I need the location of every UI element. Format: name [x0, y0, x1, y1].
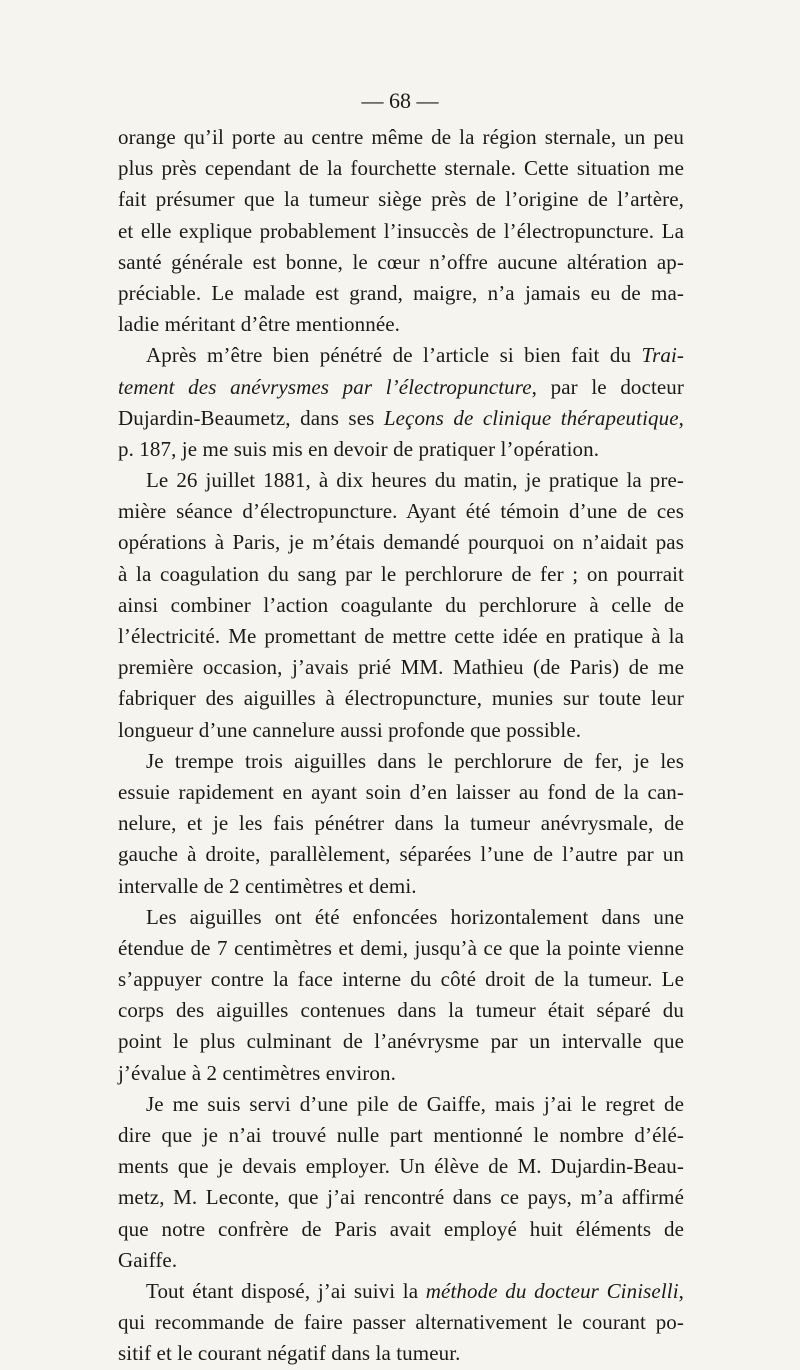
italic-text: tement des anévrysmes par l’électropuncture — [118, 374, 532, 399]
text-segment: fait présumer que la tumeur siège près de l’origine de l’artère, — [118, 187, 684, 212]
page-number: — 68 — — [361, 88, 439, 113]
text-segment: ainsi combiner l’action coagulante du perchlorure à celle de — [118, 592, 684, 617]
text-segment: Gaiffe. — [118, 1247, 178, 1272]
text-segment: nelure, et je les fais pénétrer dans la tumeur anévrysmale, de — [118, 811, 684, 836]
text-segment: sitif et le courant négatif dans la tumeur. — [118, 1341, 461, 1366]
text-segment: Dujardin-Beaumetz, dans ses — [118, 405, 384, 430]
text-segment: , par le docteur — [531, 374, 684, 399]
text-segment: dire que je n’ai trouvé nulle part mentionné le nombre d’élé- — [118, 1123, 684, 1147]
text-line — [118, 839, 684, 870]
text-line — [118, 247, 684, 278]
text-line — [118, 1276, 684, 1307]
text-segment: metz, M. Leconte, que j’ai rencontré dans ce pays, m’a affirmé — [118, 1185, 684, 1210]
text-line — [118, 746, 684, 777]
text-line — [118, 1089, 684, 1120]
text-segment: Tout étant disposé, j’ai suivi la — [146, 1278, 426, 1303]
text-segment: Le 26 juillet 1881, à dix heures du matin, je pratique la pre- — [146, 468, 684, 493]
text-line — [118, 309, 684, 340]
text-line — [118, 683, 684, 714]
text-line — [118, 434, 684, 465]
text-line — [118, 403, 684, 434]
text-line — [118, 1307, 684, 1338]
text-line — [118, 652, 684, 683]
text-line — [118, 1214, 684, 1245]
italic-text: Trai- — [641, 343, 684, 368]
text-segment: p. 187, je me suis mis en devoir de pratiquer l’opération. — [118, 436, 600, 461]
text-segment: santé générale est bonne, le cœur n’offre aucune altération ap- — [118, 249, 684, 274]
text-line — [118, 808, 684, 839]
text-line — [118, 216, 684, 247]
text-line — [118, 559, 684, 590]
text-line — [118, 372, 684, 403]
text-segment: Je me suis servi d’une pile de Gaiffe, mais j’ai le regret de — [146, 1091, 684, 1116]
text-segment: l’électricité. Me promettant de mettre cette idée en pratique à la — [118, 624, 684, 648]
body-text — [118, 122, 684, 1370]
text-segment: j’évalue à 2 centimètres environ. — [118, 1060, 396, 1085]
text-line — [118, 1338, 684, 1369]
text-line — [118, 465, 684, 496]
text-segment: préciable. Le malade est grand, maigre, n’a jamais eu de ma- — [118, 280, 684, 305]
text-line — [118, 902, 684, 933]
text-segment: corps des aiguilles contenues dans la tumeur était séparé du — [118, 998, 684, 1023]
text-line — [118, 871, 684, 902]
text-segment: point le plus culminant de l’anévrysme par un intervalle que — [118, 1029, 684, 1054]
text-segment: à la coagulation du sang par le perchlorure de fer ; on pourrait — [118, 561, 684, 586]
text-segment: étendue de 7 centimètres et demi, jusqu’à ce que la pointe vienne — [118, 935, 684, 960]
text-line — [118, 278, 684, 309]
text-segment: plus près cependant de la fourchette sternale. Cette situation me — [118, 156, 684, 181]
text-segment: Les aiguilles ont été enfoncées horizontalement dans une — [146, 904, 684, 929]
text-segment: qui recommande de faire passer alternativement le courant po- — [118, 1310, 684, 1335]
text-segment: intervalle de 2 centimètres et demi. — [118, 873, 417, 898]
text-line — [118, 496, 684, 527]
text-line — [118, 1120, 684, 1151]
text-segment: première occasion, j’avais prié MM. Mathieu (de Paris) de me — [118, 655, 684, 680]
text-line — [118, 1058, 684, 1089]
text-segment: Après m’être bien pénétré de l’article si bien fait du — [146, 343, 642, 368]
text-line — [118, 715, 684, 746]
text-segment: gauche à droite, parallèlement, séparées l’une de l’autre par un — [118, 842, 684, 867]
text-line — [118, 122, 684, 153]
text-line — [118, 621, 684, 652]
text-line — [118, 777, 684, 808]
text-segment: ladie méritant d’être mentionnée. — [118, 312, 401, 337]
text-segment: s’appuyer contre la face interne du côté droit de la tumeur. Le — [118, 967, 684, 992]
text-line — [118, 1245, 684, 1276]
italic-text: Leçons de clinique thérapeutique — [383, 405, 679, 430]
text-line — [118, 1182, 684, 1213]
text-line — [118, 964, 684, 995]
text-line — [118, 184, 684, 215]
text-segment: longueur d’une cannelure aussi profonde que possible. — [118, 717, 582, 742]
text-segment: opérations à Paris, je m’étais demandé pourquoi on n’aidait pas — [118, 530, 684, 555]
text-segment: Je trempe trois aiguilles dans le perchlorure de fer, je les — [146, 748, 684, 773]
text-line — [118, 1151, 684, 1182]
text-line — [118, 527, 684, 558]
text-segment: fabriquer des aiguilles à électropuncture, munies sur toute leur — [118, 686, 684, 711]
text-segment: et elle explique probablement l’insuccès de l’électropuncture. La — [118, 218, 684, 243]
text-line — [118, 933, 684, 964]
text-segment: , — [678, 405, 685, 430]
text-line — [118, 590, 684, 621]
text-line — [118, 153, 684, 184]
text-segment: mière séance d’électropuncture. Ayant été témoin d’une de ces — [118, 499, 684, 524]
text-line — [118, 995, 684, 1026]
text-line — [118, 1026, 684, 1057]
text-segment: que notre confrère de Paris avait employé huit éléments de — [118, 1216, 684, 1241]
text-segment: , — [678, 1278, 684, 1303]
text-line — [118, 340, 684, 371]
text-segment: orange qu’il porte au centre même de la région sternale, un peu — [118, 125, 684, 149]
italic-text: méthode du docteur Ciniselli — [425, 1278, 679, 1303]
text-segment: ments que je devais employer. Un élève de M. Dujardin-Beau- — [118, 1154, 684, 1179]
text-segment: essuie rapidement en ayant soin d’en laisser au fond de la can- — [118, 779, 684, 804]
